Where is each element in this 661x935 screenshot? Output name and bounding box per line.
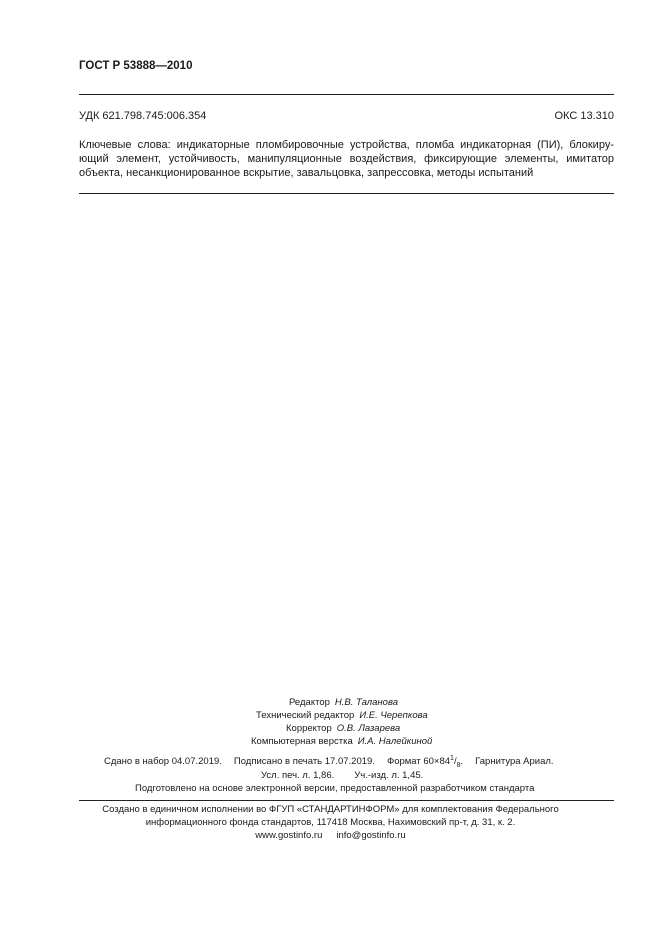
credit-name: И.Е. Черепкова (359, 710, 428, 721)
header-divider (79, 94, 614, 95)
keywords-line: Ключевые слова: индикаторные пломбировочные устройства, пломба индикаторная (ПИ), блокиру- (79, 139, 614, 151)
credit-role: Корректор (286, 723, 332, 734)
footer-contacts (0, 829, 661, 842)
credit-proofreader (286, 723, 400, 734)
paper-format: Формат $60\times 84^1/_8$. (386, 754, 464, 769)
udk-code: УДК 621.798.745:006.354 (79, 110, 207, 122)
keywords-block (79, 138, 614, 180)
credit-name: И.А. Налейкиной (357, 736, 433, 747)
format-prefix: Формат 60×84 (386, 756, 451, 767)
credit-role: Компьютерная верстка (251, 736, 353, 747)
prepared-note: Подготовлено на основе электронной версии, предоставленной разработчиком стандарта (135, 783, 535, 794)
oks-code: ОКС 13.310 (554, 110, 614, 122)
format-suffix: . (460, 756, 464, 767)
publisher-sheets: Уч.-изд. л. 1,45. (354, 770, 424, 781)
standard-number: ГОСТ Р 53888—2010 (79, 60, 193, 72)
credit-role: Редактор (289, 697, 330, 708)
credit-name: Н.В. Таланова (334, 697, 398, 708)
credit-editor (289, 697, 398, 708)
publication-details-row (104, 756, 554, 767)
website-link[interactable]: www.gostinfo.ru (255, 830, 323, 841)
sheets-row (261, 770, 423, 781)
credit-layout (251, 736, 432, 747)
printed-sheets: Усл. печ. л. 1,86. (261, 770, 335, 781)
keywords-divider (79, 193, 614, 194)
signed-date: Подписано в печать 17.07.2019. (233, 756, 375, 767)
footer-line-1: Создано в единичном исполнении во ФГУП «СТАНДАРТИНФОРМ» для комплектования Федерального (102, 804, 559, 815)
format-denominator: 8 (456, 761, 461, 769)
email-link[interactable]: info@gostinfo.ru (336, 830, 406, 841)
typeface: Гарнитура Ариал. (475, 756, 554, 767)
keywords-line: объекта, несанкционированное вскрытие, завальцовка, запрессовка, методы испытаний (79, 167, 534, 179)
footer-line-2: информационного фонда стандартов, 117418 Москва, Нахимовский пр-т, д. 31, к. 2. (145, 817, 516, 828)
format-numerator: 1 (450, 754, 454, 762)
keywords-line: ющий элемент, устойчивость, манипуляционные воздействия, фиксирующие элементы, имитатор (79, 153, 614, 165)
credit-tech-editor (256, 710, 428, 721)
footer-divider (79, 800, 614, 801)
credit-name: О.В. Лазарева (336, 723, 401, 734)
submitted-date: Сдано в набор 04.07.2019. (104, 756, 222, 767)
credit-role: Технический редактор (256, 710, 355, 721)
